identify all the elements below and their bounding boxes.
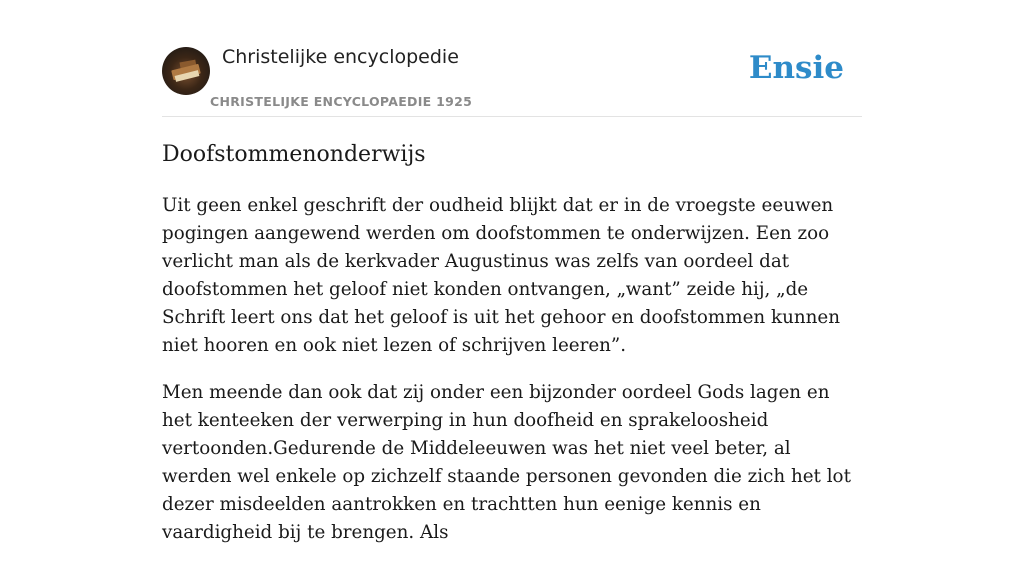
article — [162, 138, 864, 566]
encyclopedia-avatar[interactable] — [162, 47, 210, 95]
site-header — [162, 38, 862, 117]
article-paragraph: Men meende dan ook dat zij onder een bijzonder oordeel Gods lagen en het kenteeken der verwerping in hun doofheid en sprakeloosheid vertoonden.Gedurende de Middeleeuwen was het niet veel beter, al werden wel enkele op zichzelf staande personen gevonden die zich het lot dezer misdeelden aantrokken en trachtten hun eenige kennis en vaardigheid bij te brengen. Als — [162, 382, 851, 543]
encyclopedia-title[interactable]: Christelijke encyclopedie — [222, 46, 459, 68]
ensie-logo-link[interactable]: Ensie — [748, 50, 844, 86]
article-title: Doofstommenonderwijs — [162, 142, 426, 167]
article-paragraph: Uit geen enkel geschrift der oudheid blijkt dat er in de vroegste eeuwen pogingen aangewend werden om doofstommen te onderwijzen. Een zoo verlicht man als de kerkvader Augustinus was zelfs van oordeel dat doofstommen het geloof niet konden ontvangen, „want” zeide hij, „de Schrift leert ons dat het geloof is uit het gehoor en doofstommen kunnen niet hooren en ook niet lezen of schrijven leeren”. — [162, 195, 840, 356]
encyclopedia-subtitle: CHRISTELIJKE ENCYCLOPAEDIE 1925 — [210, 94, 473, 109]
